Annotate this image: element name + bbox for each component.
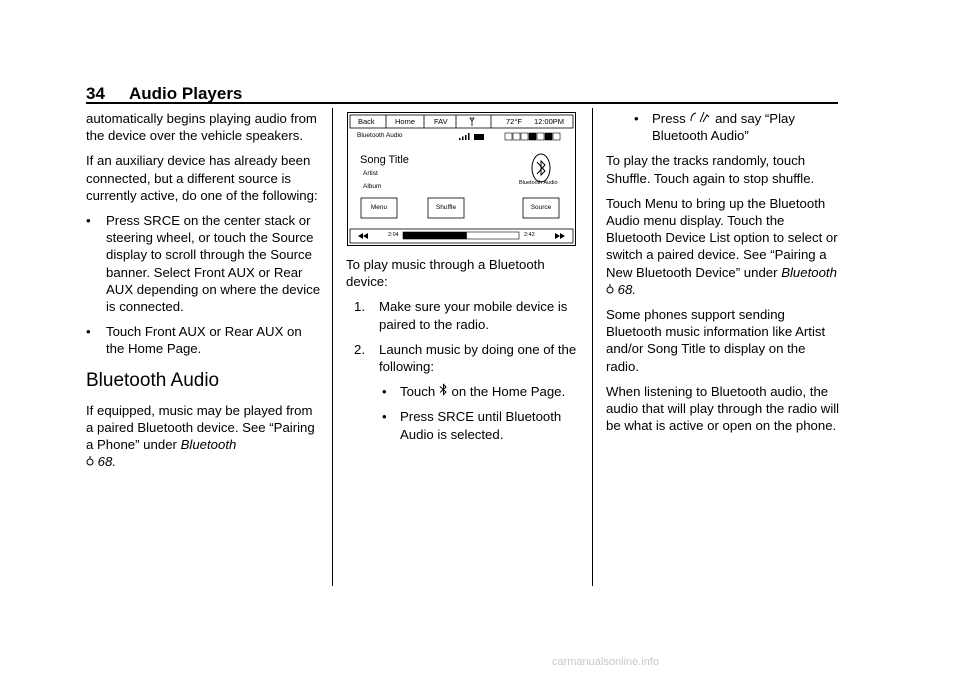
- bullet-item: [86, 212, 322, 315]
- battery-icon: [474, 134, 484, 140]
- page-reference: 68.: [617, 281, 637, 297]
- temperature: 72°F: [506, 117, 522, 126]
- paragraph: To play music through a Bluetooth device:: [346, 257, 545, 290]
- page-ref-icon: [86, 453, 94, 470]
- remaining-time: 2:42: [524, 232, 535, 238]
- voice-command-icon: [689, 110, 711, 127]
- section-title: Audio Players: [129, 84, 243, 103]
- bluetooth-icon: [439, 383, 448, 400]
- paragraph: If an auxiliary device has already been connected, but a different source is currently active, do one of the following:: [86, 153, 318, 203]
- bullet-icon: •: [634, 111, 639, 126]
- menu-button[interactable]: Menu: [370, 204, 388, 211]
- bullet-text: Press SRCE on the center stack or steering wheel, or touch the Source display to scroll through the Source banner. Select Front AUX or Rear AUX depending on where the device is connected.: [106, 213, 321, 315]
- step-item: [346, 341, 582, 375]
- bluetooth-audio-label: Bluetooth Audio: [519, 180, 558, 186]
- bullet-item: [86, 323, 322, 357]
- bullet-text: Touch Front AUX or Rear AUX on the Home Page.: [106, 324, 302, 357]
- signal-strength-icon: [459, 133, 470, 140]
- step-text: Make sure your mobile device is paired to the radio.: [379, 299, 568, 332]
- paragraph: Touch Menu to bring up the Bluetooth Audio menu display. Touch the Bluetooth Device List option to select or switch a paired device. See “Pairing a New Bluetooth Device” under Bluetooth 68.: [606, 195, 838, 297]
- section-heading: Bluetooth Audio: [86, 369, 220, 391]
- tab-home[interactable]: Home: [395, 117, 416, 126]
- page-ref-icon: [606, 281, 614, 298]
- sub-bullet-item: [346, 383, 582, 400]
- column-right: [606, 110, 840, 442]
- bullet-icon: •: [382, 409, 387, 425]
- status-icons: [505, 133, 560, 140]
- paragraph: To play the tracks randomly, touch Shuffle. Touch again to stop shuffle.: [606, 153, 815, 186]
- page-reference: 68.: [97, 454, 117, 470]
- bullet-text: Press and say “Play Bluetooth Audio”: [652, 111, 795, 144]
- paragraph: When listening to Bluetooth audio, the audio that will play through the radio will be what is active or open on the phone.: [606, 383, 840, 434]
- tab-fav[interactable]: FAV: [434, 117, 448, 126]
- bullet-icon: •: [86, 324, 91, 340]
- sub-bullet-text: Touch on the Home Page.: [400, 384, 566, 400]
- sub-bullet-item: [346, 408, 582, 442]
- page-number: 34: [86, 84, 105, 103]
- bluetooth-icon: [532, 154, 550, 182]
- bullet-icon: •: [382, 384, 387, 400]
- source-button[interactable]: Source: [530, 204, 552, 211]
- radio-screen-illustration: [347, 112, 576, 246]
- paragraph: automatically begins playing audio from the device over the vehicle speakers.: [86, 111, 317, 144]
- tab-back[interactable]: Back: [358, 117, 375, 126]
- paragraph: Some phones support sending Bluetooth music information like Artist and/or Song Title to display on the radio.: [606, 307, 826, 374]
- step-number: 2.: [354, 341, 365, 357]
- step-item: [346, 298, 582, 332]
- cross-reference-link[interactable]: Bluetooth: [180, 437, 237, 453]
- album-label: Album: [363, 183, 382, 190]
- step-text: Launch music by doing one of the following:: [379, 341, 577, 375]
- page-header: [86, 84, 242, 104]
- clock: 12:00PM: [534, 117, 565, 126]
- sub-bullet-text: Press SRCE until Bluetooth Audio is selected.: [400, 409, 562, 442]
- step-number: 1.: [354, 299, 365, 315]
- paragraph: If equipped, music may be played from a paired Bluetooth device. See “Pairing a Phone” under Bluetooth 68.: [86, 402, 315, 470]
- song-title: Song Title: [360, 154, 409, 166]
- cross-reference-link[interactable]: Bluetooth: [781, 264, 837, 280]
- shuffle-button[interactable]: Shuffle: [435, 204, 457, 211]
- bullet-icon: •: [86, 213, 91, 229]
- column-divider: [592, 108, 593, 586]
- watermark: carmanualsonline.info: [552, 656, 660, 668]
- column-left: [86, 110, 322, 478]
- source-label: Bluetooth Audio: [357, 132, 403, 139]
- progress-fill: [403, 232, 467, 239]
- column-middle: [346, 256, 582, 451]
- header-rule: [86, 102, 838, 104]
- elapsed-time: 2:04: [388, 232, 399, 238]
- artist-label: Artist: [363, 170, 378, 177]
- column-divider: [332, 108, 333, 586]
- bullet-item: [606, 110, 840, 144]
